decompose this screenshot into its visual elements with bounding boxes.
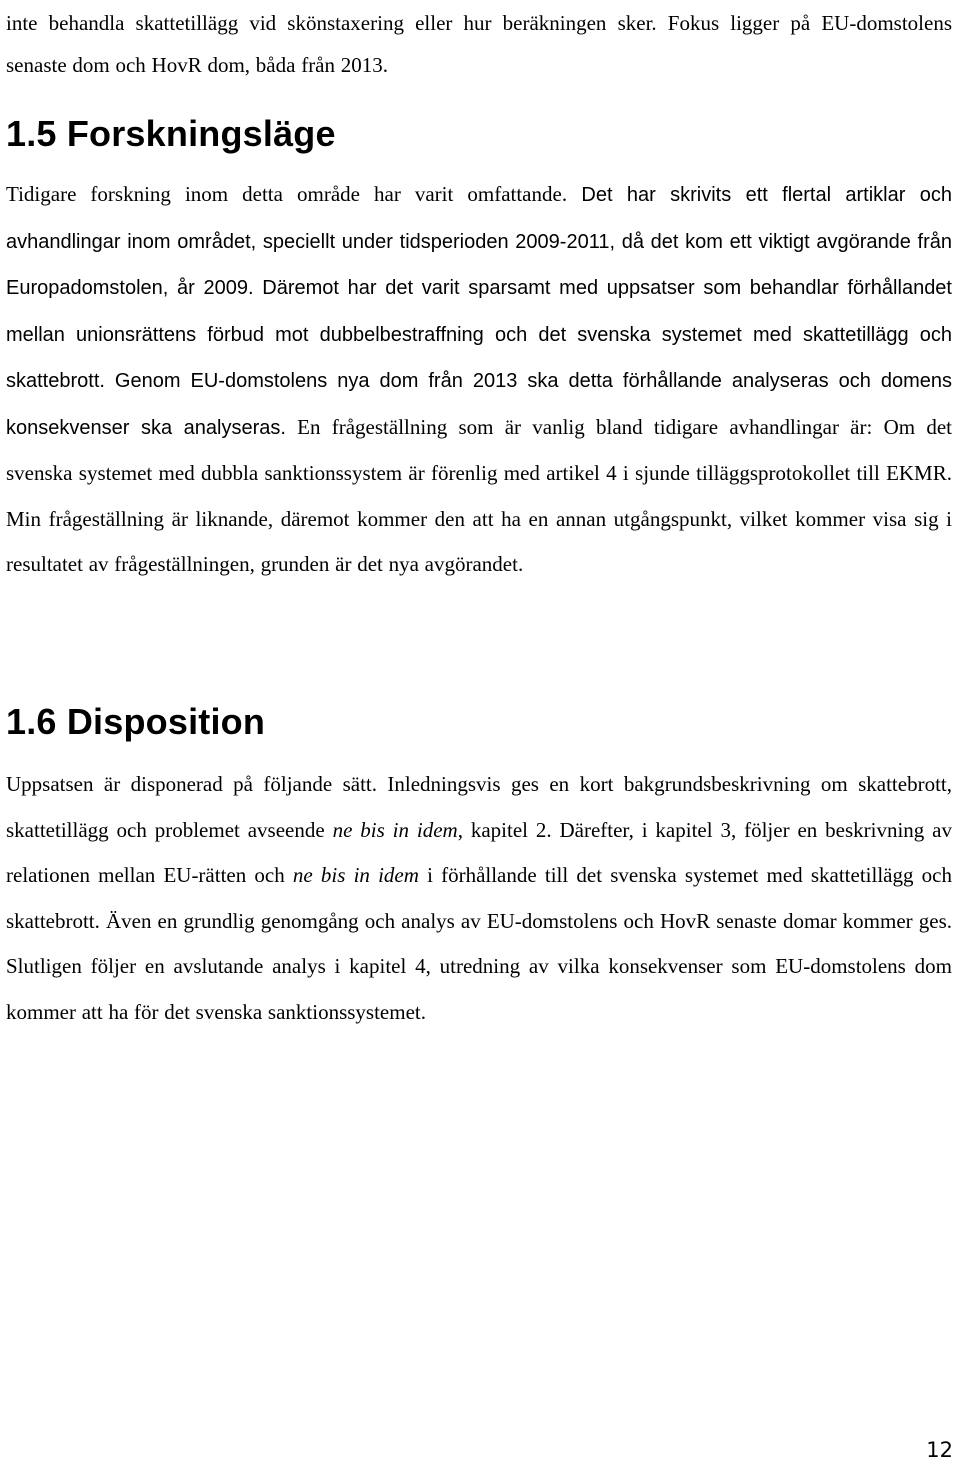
disposition-text-1: Uppsatsen är disponerad på följande sätt. Inledningsvis ges en kort bakgrundsbeskrivning om skattebrott, skattetillägg och problemet avseende [6,772,952,842]
section-heading-disposition: 1.6 Disposition [6,701,266,742]
forskningslage-paragraph [6,172,952,588]
disposition-italic-term-1: ne bis in idem [332,817,458,842]
forskningslage-sentence-3: En frågeställning som är vanlig bland tidigare avhandlingar är: Om det svenska systemet med dubbla sanktionssystem är förenlig med artikel 4 i sjunde tilläggsprotokollet till EKMR. Min frågeställning är liknande, däremot kommer den att ha en annan utgångspunkt, vilket kommer visa sig i resultatet av frågeställningen, grunden är det nya avgörandet. [6,414,952,576]
disposition-italic-term-2: ne bis in idem [292,863,419,887]
disposition-paragraph [6,762,952,1035]
forskningslage-sentence-2: Det har skrivits ett flertal artiklar och avhandlingar inom området, speciellt under tidsperioden 2009-2011, då det kom ett viktigt avgörande från Europadomstolen, år 2009. Däremot har det varit sparsamt med uppsatser som behandlar förhållandet mellan unionsrättens förbud mot dubbelbestraffning och det svenska systemet med skattetillägg och skattebrott. Genom EU-domstolens nya dom från 2013 ska detta förhållande analyseras och domens konsekvenser ska analyseras. [6,184,952,439]
intro-paragraph: inte behandla skattetillägg vid skönstaxering eller hur beräkningen sker. Fokus ligger på EU-domstolens senaste dom och HovR dom, båda från 2013. [6,11,952,77]
disposition-text-2: , kapitel 2. Därefter, i kapitel 3, följer en beskrivning av relationen mellan EU-rätten och [6,817,952,887]
disposition-text-3: i förhållande till det svenska systemet med skattetillägg och skattebrott. Även en grundlig genomgång och analys av EU-domstolens och HovR senaste domar kommer ges. Slutligen följer en avslutande analys i kapitel 4, utredning av vilka konsekvenser som EU-domstolens dom kommer att ha för det svenska sanktionssystemet. [6,863,952,1024]
forskningslage-sentence-1: Tidigare forskning inom detta område har varit omfattande. [6,182,568,206]
page-number: 12 [926,1438,953,1462]
section-heading-forskningslage: 1.5 Forskningsläge [6,113,336,154]
